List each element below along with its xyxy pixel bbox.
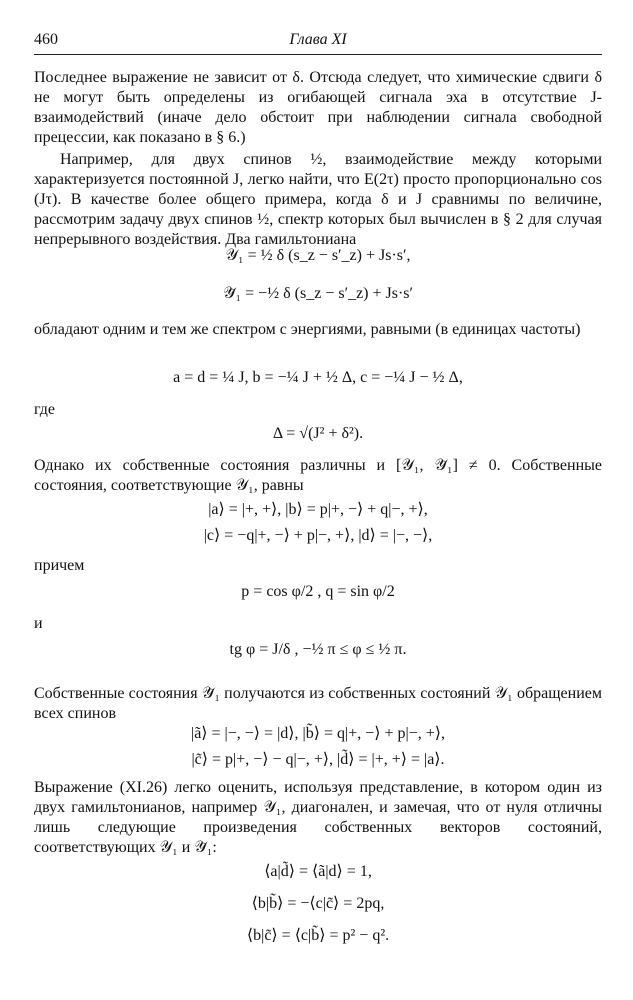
paragraph-6-text: причем	[34, 557, 85, 574]
equation-reversed-states-2: |c̃⟩ = p|+, −⟩ − q|−, +⟩, |d̃⟩ = |+, +⟩ = |a⟩.	[191, 751, 445, 768]
equation-product-3: ⟨b|c̃⟩ = ⟨c|b̃⟩ = p² − q².	[246, 927, 390, 944]
paragraph-7-text: и	[34, 615, 43, 632]
equation-product-1: ⟨a|d̃⟩ = ⟨ã|d⟩ = 1,	[264, 863, 372, 880]
paragraph-3	[34, 320, 602, 340]
equation-states-2: |c⟩ = −q|+, −⟩ + p|−, +⟩, |d⟩ = |−, −⟩,	[203, 527, 433, 544]
equation-product-2: ⟨b|b̃⟩ = −⟨c|c̃⟩ = 2pq,	[251, 895, 385, 912]
paragraph-9	[34, 778, 602, 858]
equation-states-1: |a⟩ = |+, +⟩, |b⟩ = p|+, −⟩ + q|−, +⟩,	[208, 501, 428, 518]
paragraph-9-text: Выражение (XI.26) легко оценить, используя представление, в котором один из двух гамильтонианов, например 𝒴₁, диагонален, и замечая, что от нуля отличны лишь следующие произведения собственных векторов состояний, соответствующих 𝒴₁ и 𝒴̃₁:	[34, 779, 602, 856]
equation-tg-phi: tg φ = J/δ , −½ π ≤ φ ≤ ½ π.	[229, 641, 407, 658]
paragraph-2	[34, 150, 602, 250]
paragraph-5-text: Однако их собственные состояния различны и [𝒴₁, 𝒴̃₁] ≠ 0. Собственные состояния, соответствующие 𝒴₁, равны	[34, 457, 602, 494]
equation-p-q: p = cos φ/2 , q = sin φ/2	[241, 583, 395, 600]
equation-hamiltonian-1-tilde: 𝒴̃₁ = −½ δ (s_z − s′_z) + Js·s′	[222, 285, 414, 302]
page-header	[34, 30, 602, 52]
equation-delta: Δ = √(J² + δ²).	[272, 425, 364, 442]
paragraph-1	[34, 68, 602, 148]
paragraph-8-text: Собственные состояния 𝒴̃₁ получаются из собственных состояний 𝒴₁ обращением всех спинов	[34, 685, 602, 722]
header-rule	[34, 54, 602, 55]
paragraph-2-text: Например, для двух спинов ½, взаимодействие между которыми характеризуется постоянной J, легко найти, что E(2τ) просто пропорционально cos (Jτ). В качестве более общего примера, когда δ и J сравнимы по величине, рассмотрим задачу двух спинов ½, спектр которых был вычислен в § 2 для случая непрерывного воздействия. Два гамильтониана	[34, 151, 602, 248]
paragraph-3-text: обладают одним и тем же спектром с энергиями, равными (в единицах частоты)	[34, 321, 581, 338]
chapter-title: Глава XI	[289, 31, 347, 48]
equation-hamiltonian-1: 𝒴₁ = ½ δ (s_z − s′_z) + Js·s′,	[225, 247, 411, 264]
paragraph-8	[34, 684, 602, 724]
paragraph-4-text: где	[34, 401, 56, 418]
paragraph-1-text: Последнее выражение не зависит от δ. Отсюда следует, что химические сдвиги δ не могут быть определены из огибающей сигнала эха в отсутствие J-взаимодействий (иначе дело обстоит при наблюдении сигнала свободной прецессии, как показано в § 6.)	[34, 69, 602, 146]
paragraph-5	[34, 456, 602, 496]
page-number: 460	[34, 31, 58, 48]
equation-reversed-states-1: |ã⟩ = |−, −⟩ = |d⟩, |b̃⟩ = q|+, −⟩ + p|−, +⟩,	[190, 725, 445, 742]
equation-energies: a = d = ¼ J, b = −¼ J + ½ Δ, c = −¼ J − ½ Δ,	[173, 369, 463, 386]
